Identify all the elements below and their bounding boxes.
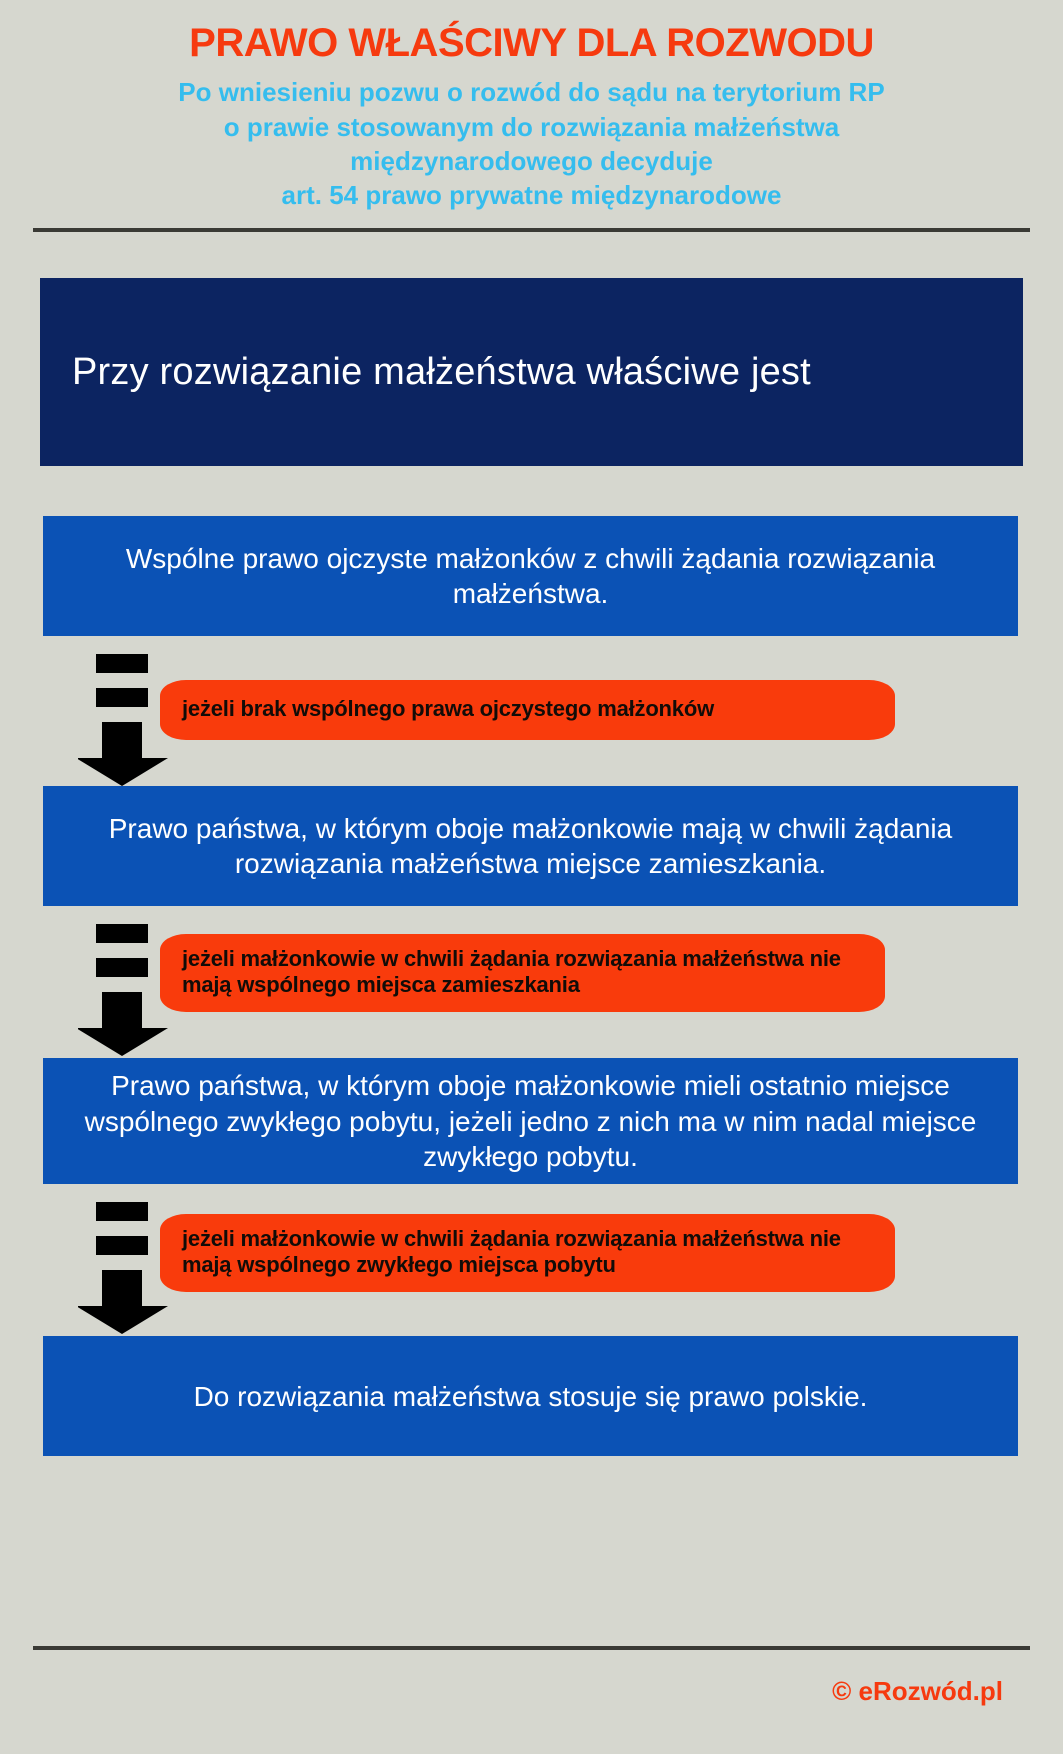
flow-step-3: Prawo państwa, w którym oboje małżonkowie mieli ostatnio miejsce wspólnego zwykłego pobytu, jeżeli jedno z nich ma w nim nadal miejsce zwykłego pobytu.	[43, 1058, 1018, 1184]
page-title: PRAWO WŁAŚCIWY DLA ROZWODU	[189, 21, 874, 65]
subtitle-line-1: Po wniesieniu pozwu o rozwód do sądu na terytorium RP	[178, 77, 885, 108]
subtitle-line-3: międzynarodowego decyduje	[350, 145, 713, 176]
flow-head-box: Przy rozwiązanie małżeństwa właściwe jest	[40, 278, 1023, 466]
subtitle-line-2: o prawie stosowanym do rozwiązania małżeństwa	[223, 111, 840, 142]
condition-callout-3: jeżeli małżonkowie w chwili żądania rozwiązania małżeństwa nie mają wspólnego zwykłego miejsca pobytu	[160, 1214, 895, 1292]
condition-callout-2: jeżeli małżonkowie w chwili żądania rozwiązania małżeństwa nie mają wspólnego miejsca zamieszkania	[160, 934, 885, 1012]
subtitle-line-4: art. 54 prawo prywatne międzynarodowe	[281, 180, 782, 211]
header-subtitle	[70, 75, 993, 212]
flow-step-4: Do rozwiązania małżeństwa stosuje się prawo polskie.	[43, 1336, 1018, 1456]
spacer-head	[0, 466, 1063, 516]
header-divider	[33, 228, 1030, 232]
header	[0, 0, 1063, 212]
condition-row-1	[0, 636, 1063, 786]
footer	[0, 1646, 1063, 1754]
footer-divider	[33, 1646, 1030, 1650]
flow-diagram	[0, 278, 1063, 1456]
brand-credit: © eRozwód.pl	[832, 1676, 1003, 1706]
condition-row-2	[0, 906, 1063, 1058]
flow-step-2: Prawo państwa, w którym oboje małżonkowie mają w chwili żądania rozwiązania małżeństwa miejsce zamieszkania.	[43, 786, 1018, 906]
condition-callout-1: jeżeli brak wspólnego prawa ojczystego małżonków	[160, 680, 895, 740]
condition-row-3	[0, 1184, 1063, 1336]
flow-step-1: Wspólne prawo ojczyste małżonków z chwili żądania rozwiązania małżeństwa.	[43, 516, 1018, 636]
